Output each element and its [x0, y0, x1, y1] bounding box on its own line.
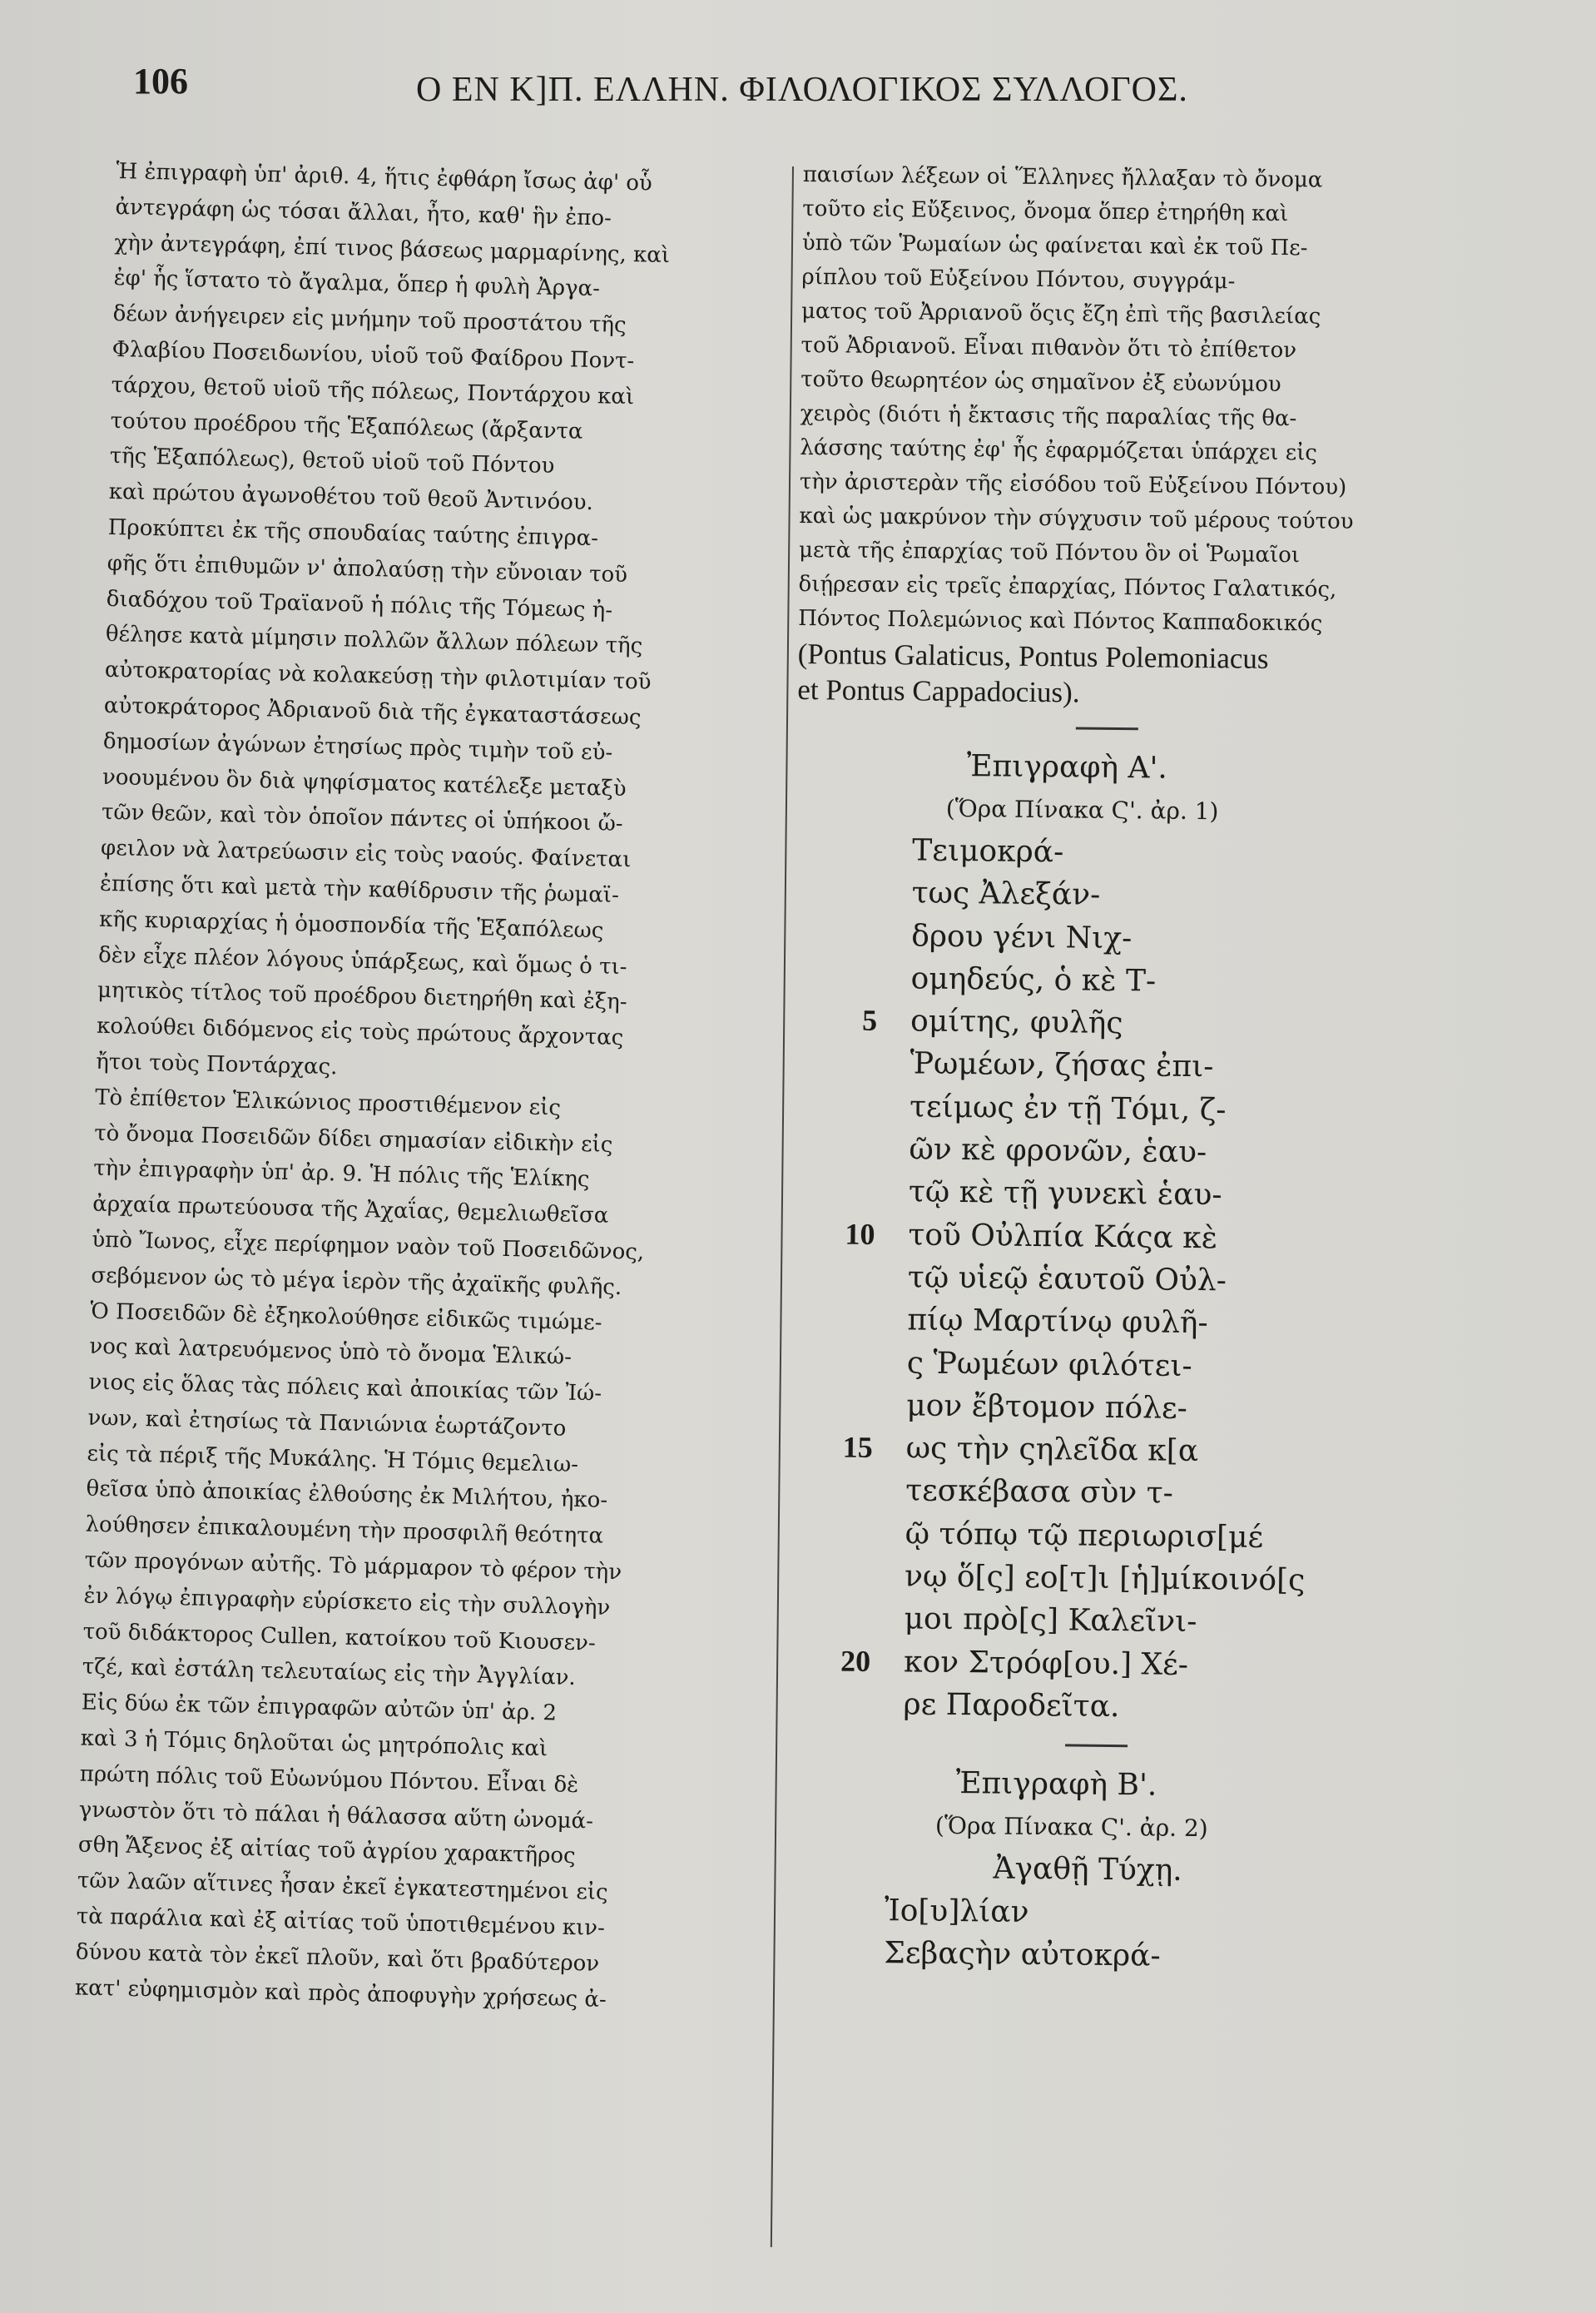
inscription-line — [908, 1256, 1458, 1304]
text-line: μετὰ τῆς ἐπαρχίας τοῦ Πόντου ὃν οἱ Ῥωμαῖοι — [798, 537, 1301, 568]
text-line: λάσσης ταύτης ἐφ' ἧς ἐφαρμόζεται ὑπάρχει εἰς — [800, 434, 1318, 466]
inscription-line — [905, 1512, 1455, 1561]
inscription-line — [903, 1683, 1453, 1731]
text-line: τούτου προέδρου τῆς Ἑξαπόλεως (ἄρξαντα — [110, 408, 583, 444]
text-line: σθη Ἄξενος ἐξ αἰτίας τοῦ ἀγρίου χαρακτῆρος — [77, 1832, 577, 1869]
text-line: ματος τοῦ Ἀρριανοῦ ὅςις ἔζη ἐπὶ τῆς βασιλείας — [800, 298, 1321, 330]
inscription-text: ρε Παροδεῖτα. — [903, 1687, 1120, 1725]
inscription-line — [861, 1000, 1460, 1049]
text-line: κατ' εὐφημισμὸν καὶ πρὸς ἀποφυγὴν χρήσεως ἀ- — [74, 1975, 607, 2013]
text-line: καὶ 3 ἡ Τόμις δηλοῦται ὡς μητρόπολις καὶ — [80, 1725, 548, 1762]
inscription-line: Σεβαςὴν αὐτοκρά- — [884, 1935, 1161, 1973]
text-line: δέων ἀνήγειρεν εἰς μνήμην τοῦ προστάτου τῆς — [112, 301, 627, 339]
inscription-line — [910, 1043, 1460, 1091]
latin-line: et Pontus Cappadocius). — [797, 673, 1080, 709]
text-line: τοῦ διδάκτορος Cullen, κατοίκου τοῦ Κιουσεν- — [82, 1619, 597, 1656]
text-line: Ὁ Ποσειδῶν δὲ ἐξηκολούθησε εἰδικῶς τιμώμε- — [90, 1298, 602, 1336]
left-column — [75, 154, 766, 2021]
inscription-text: ῷ τόπῳ τῷ περιωρισ[μέ — [905, 1516, 1264, 1555]
inscription-text: ως τὴν ςηλεῖδα κ[α — [905, 1431, 1199, 1469]
right-column — [784, 158, 1469, 1980]
page-number: 106 — [133, 61, 188, 102]
inscription-line — [842, 1427, 1456, 1476]
text-line: τάρχου, θετοῦ υἱοῦ τῆς πόλεως, Ποντάρχου καὶ — [111, 372, 635, 409]
line-number: 5 — [861, 1003, 878, 1038]
text-line: νιος εἰς ὅλας τὰς πόλεις καὶ ἀποικίας τῶν Ἰώ- — [88, 1369, 602, 1407]
text-line: εἰς τὰ πέριξ τῆς Μυκάλης. Ἡ Τόμις θεμελιω- — [87, 1441, 579, 1477]
text-line: τὰ παράλια καὶ ἐξ αἰτίας τοῦ ὑποτιθεμένου κιν- — [76, 1904, 606, 1941]
inscription-line: Ἀγαθῇ Τύχῃ. — [993, 1851, 1182, 1889]
text-line: Φλαβίου Ποσειδωνίου, υἱοῦ τοῦ Φαίδρου Ποντ- — [112, 336, 635, 375]
inscription-line — [911, 872, 1461, 921]
text-line: θεῖσα ὑπὸ ἀποικίας ἐλθούσης ἐκ Μιλήτου, ἠκο- — [86, 1477, 608, 1514]
text-line: κολούθει διδόμενος εἰς τοὺς πρώτους ἄρχοντας — [96, 1013, 624, 1051]
text-line: αὐτοκρατορίας νὰ κολακεύσῃ τὴν φιλοτιμίαν τοῦ — [104, 658, 652, 695]
text-line: ἀρχαία πρωτεύουσα τῆς Ἀχαΐας, θεμελιωθεῖσα — [92, 1191, 609, 1228]
inscription-text: τως Ἀλεξάν- — [911, 876, 1101, 913]
inscription-text: μον ἔβτομον πόλε- — [906, 1388, 1187, 1426]
text-line: χὴν ἀντεγράφη, ἐπί τινος βάσεως μαρμαρίνης, καὶ — [114, 230, 671, 268]
text-line: ἐπίσης ὅτι καὶ μετὰ τὴν καθίδρυσιν τῆς ῥωμαϊ- — [99, 871, 620, 908]
inscription-text: Τειμοκρά- — [912, 833, 1064, 870]
text-line: τοῦ Ἀδριανοῦ. Εἶναι πιθανὸν ὅτι τὸ ἐπίθετον — [800, 332, 1297, 364]
text-line: φειλον νὰ λατρεύωσιν εἰς τοὺς ναούς. Φαίνεται — [100, 835, 632, 873]
text-line: δημοσίων ἀγώνων ἐτησίως πρὸς τιμὴν τοῦ εὐ- — [102, 728, 613, 766]
text-line: πρώτη πόλις τοῦ Εὐωνύμου Πόντου. Εἶναι δὲ — [79, 1761, 579, 1798]
text-line: καὶ ὡς μακρύνον τὴν σύγχυσιν τοῦ μέρους τούτου — [799, 503, 1354, 534]
line-number — [800, 1169, 875, 1170]
text-line: Προκύπτει ἐκ τῆς σπουδαίας ταύτης ἐπιγρα- — [107, 514, 599, 552]
inscription-line — [909, 1171, 1459, 1219]
line-number — [797, 1511, 872, 1512]
text-line: ρίπλου τοῦ Εὐξείνου Πόντου, συγγράμ- — [801, 264, 1236, 295]
line-number: 15 — [842, 1430, 873, 1465]
text-line: Τὸ ἐπίθετον Ἑλικώνιος προστιθέμενον εἰς — [94, 1085, 562, 1121]
text-line: κῆς κυριαρχίας ἡ ὁμοσπονδία τῆς Ἑξαπόλεως — [98, 906, 604, 944]
inscription-text: κον Στρόφ[ου.] Χέ- — [903, 1645, 1189, 1682]
inscription-line — [910, 957, 1460, 1005]
text-line: σεβόμενον ὡς τὸ μέγα ἱερὸν τῆς ἀχαϊκῆς φυλῆς. — [91, 1263, 622, 1300]
inscription-line — [840, 1640, 1454, 1689]
section-separator — [1065, 1745, 1128, 1748]
inscription-b-heading: Ἐπιγραφὴ Β'. — [955, 1766, 1157, 1803]
line-number — [799, 1341, 874, 1342]
line-number — [801, 1127, 876, 1128]
text-line: τὴν ἐπιγραφὴν ὑπ' ἀρ. 9. Ἡ πόλις τῆς Ἑλίκης — [92, 1156, 590, 1193]
text-line: δὲν εἶχε πλέον λόγους ὑπάρξεως, καὶ ὅμως ὁ τι- — [97, 942, 627, 980]
text-line: παισίων λέξεων οἱ Ἕλληνες ἤλλαξαν τὸ ὄνομα — [802, 161, 1323, 193]
inscription-line — [845, 1214, 1458, 1262]
inscription-text: τῷ υἱεῷ ἑαυτοῦ Οὐλ- — [907, 1260, 1227, 1298]
text-line: ὑπὸ τῶν Ῥωμαίων ὡς φαίνεται καὶ ἐκ τοῦ Πε- — [801, 230, 1308, 261]
text-line: τὸ ὄνομα Ποσειδῶν δίδει σημασίαν εἰδικὴν εἰς — [93, 1120, 613, 1158]
text-line: τῆς Ἑξαπόλεως), θετοῦ υἱοῦ τοῦ Πόντου — [109, 444, 555, 479]
text-line: τῶν προγόνων αὐτῆς. Τὸ μάρμαρον τὸ φέρον τὴν — [84, 1547, 622, 1586]
inscription-text: ῶν κὲ φρονῶν, ἑαυ- — [909, 1132, 1207, 1170]
inscription-line — [910, 1085, 1460, 1134]
text-line: τοῦτο εἰς Εὔξεινος, ὄνομα ὅπερ ἐτηρήθη καὶ — [802, 196, 1289, 227]
page-header — [133, 60, 1215, 127]
text-line: ἐν λόγῳ ἐπιγραφὴν εὑρίσκετο εἰς τὴν συλλογὴν — [83, 1583, 611, 1621]
text-line: γνωστὸν ὅτι τὸ πάλαι ἡ θάλασσα αὕτη ὠνομά- — [78, 1797, 594, 1834]
inscription-line — [909, 1128, 1459, 1176]
inscription-a-text — [840, 829, 1461, 1731]
text-line: νος καὶ λατρευόμενος ὑπὸ τὸ ὄνομα Ἑλικώ- — [89, 1333, 572, 1371]
inscription-text: τῷ κὲ τῇ γυνεκὶ ἑαυ- — [908, 1174, 1222, 1213]
text-line: ἤτοι τοὺς Ποντάρχας. — [95, 1049, 338, 1080]
text-line: νων, καὶ ἐτησίως τὰ Πανιώνια ἑωρτάζοντο — [87, 1405, 567, 1442]
inscription-a-reference: (Ὅρα Πίνακα Ϛ'. ἀρ. 1) — [945, 794, 1219, 826]
text-line: Εἰς δύω ἐκ τῶν ἐπιγραφῶν αὐτῶν ὑπ' ἀρ. 2 — [81, 1690, 558, 1726]
line-number — [796, 1554, 871, 1555]
inscription-text: δρου γένι Νιχ- — [911, 919, 1133, 955]
text-line: χειρὸς (διότι ἡ ἔκτασις τῆς παραλίας τῆς θα- — [800, 400, 1297, 432]
inscription-line — [905, 1470, 1455, 1518]
line-number — [805, 828, 880, 829]
text-line: τῶν θεῶν, καὶ τὸν ὁποῖον πάντες οἱ ὑπήκοοι ὤ- — [101, 800, 623, 837]
inscription-a-heading: Ἐπιγραφὴ Α'. — [966, 749, 1168, 786]
inscription-line — [904, 1598, 1454, 1646]
line-number — [796, 1596, 871, 1597]
inscription-text: Ῥωμέων, ζήσας ἐπι- — [910, 1046, 1214, 1085]
inscription-text: τεσκέβασα σὺν τ- — [905, 1473, 1174, 1511]
text-line: τῶν λαῶν αἵτινες ἦσαν ἐκεῖ ἐγκατεστημένοι εἰς — [77, 1868, 608, 1906]
inscription-line — [907, 1299, 1457, 1348]
text-line: αὐτοκράτορος Ἀδριανοῦ διὰ τῆς ἐγκαταστάσεως — [103, 692, 642, 731]
text-line: φῆς ὅτι ἐπιθυμῶν ν' ἀπολαύσῃ τὴν εὔνοιαν τοῦ — [107, 550, 628, 588]
text-line: Ἡ ἐπιγραφὴ ὑπ' ἀριθ. 4, ἥτις ἐφθάρη ἴσως ἀφ' οὗ — [116, 158, 653, 196]
line-number — [803, 956, 878, 957]
line-number — [803, 914, 878, 915]
inscription-text: ς Ῥωμέων φιλότει- — [906, 1345, 1192, 1383]
inscription-line — [911, 915, 1461, 963]
text-line: ὑπὸ Ἴωνος, εἶχε περίφημον ναὸν τοῦ Ποσειδῶνος, — [92, 1227, 645, 1265]
inscription-b-text — [884, 1847, 1451, 1981]
text-line: διαδόχου τοῦ Τραϊανοῦ ἡ πόλις τῆς Τόμεως ἠ- — [106, 586, 613, 623]
inscription-line — [907, 1342, 1457, 1390]
inscription-text: τοῦ Οὐλπία Κάςα κὲ — [908, 1218, 1218, 1255]
line-number — [799, 1383, 874, 1384]
right-column-text — [798, 158, 1469, 643]
running-title: Ο ΕΝ Κ]Π. ΕΛΛΗΝ. ΦΙΛΟΛΟΓΙΚΟΣ ΣΥΛΛΟΓΟΣ. — [416, 71, 1188, 109]
inscription-line — [912, 829, 1462, 877]
inscription-b-reference: (Ὅρα Πίνακα Ϛ'. ἀρ. 2) — [934, 1812, 1208, 1843]
text-line: Πόντος Πολεμώνιος καὶ Πόντος Καππαδοκικός — [798, 605, 1323, 637]
text-line: μητικὸς τίτλος τοῦ προέδρου διετηρήθη καὶ ἐξη- — [97, 978, 627, 1015]
section-separator — [1076, 727, 1138, 730]
latin-text — [797, 636, 1464, 714]
text-line: τοῦτο θεωρητέον ὡς σημαῖνον ἐξ εὐωνύμου — [800, 366, 1281, 398]
inscription-line: Ἰο[υ]λίαν — [884, 1893, 1029, 1929]
text-line: λούθησεν ἐπικαλουμένη τὴν προσφιλῆ θεότητα — [85, 1511, 604, 1549]
text-line: τζέ, καὶ ἐστάλη τελευταίως εἰς τὴν Ἀγγλίαν. — [82, 1655, 577, 1691]
inscription-line — [905, 1555, 1455, 1603]
line-number: 10 — [845, 1217, 875, 1251]
text-line: τὴν ἀριστερὰν τῆς εἰσόδου τοῦ Εὐξείνου Πόντου) — [799, 469, 1347, 500]
text-line: διῄρεσαν εἰς τρεῖς ἐπαρχίας, Πόντος Γαλατικός, — [798, 571, 1337, 603]
inscription-text: ομίτης, φυλῆς — [910, 1004, 1123, 1041]
inscription-text: πίῳ Μαρτίνῳ φυλῆ- — [907, 1303, 1208, 1341]
inscription-text: ομηδεύς, ὁ κὲ Τ- — [910, 961, 1157, 999]
inscription-text: τείμως ἐν τῇ Τόμι, ζ- — [909, 1089, 1227, 1128]
text-line: ἀντεγράφη ὡς τόσαι ἄλλαι, ἦτο, καθ' ἣν ἐπο- — [115, 194, 612, 231]
inscription-line — [906, 1384, 1456, 1432]
text-line: θέλησε κατὰ μίμησιν πολλῶν ἄλλων πόλεων τῆς — [105, 622, 643, 659]
text-line: καὶ πρώτου ἀγωνοθέτου τοῦ θεοῦ Ἀντινόου. — [108, 479, 594, 516]
text-line: δύνου κατὰ τὸν ἐκεῖ πλοῦν, καὶ ὅτι βραδύτερον — [75, 1939, 600, 1977]
text-line: ἐφ' ἧς ἵστατο τὸ ἄγαλμα, ὅπερ ἡ φυλὴ Ἀργα- — [113, 266, 601, 302]
text-line: νοουμένου ὃν διὰ ψηφίσματος κατέλεξε μεταξὺ — [102, 764, 627, 802]
inscription-text: νῳ ὅ[ς] εο[τ]ι [ἡ]μίκοινό[ς — [904, 1559, 1306, 1598]
latin-line: (Pontus Galaticus, Pontus Polemoniacus — [797, 637, 1269, 675]
inscription-text: μοι πρὸ[ς] Καλεῖνι- — [904, 1601, 1197, 1640]
line-number: 20 — [840, 1644, 871, 1678]
